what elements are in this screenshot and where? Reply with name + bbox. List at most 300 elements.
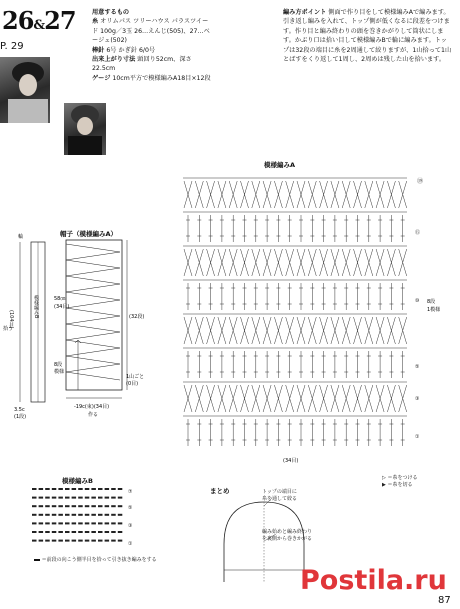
chart-b-stitch: [72, 488, 77, 490]
chart-b-stitch: [111, 497, 116, 499]
chart-a-stitch: [218, 181, 226, 208]
chart-a-stitch: [274, 249, 282, 276]
chart-a-stitch: [184, 249, 192, 276]
instructions-block: [283, 8, 453, 64]
chart-b-stitch: [105, 514, 110, 516]
chart-a-stitch: [288, 215, 292, 242]
pattern-b-row-5: ⑤: [128, 505, 133, 511]
chart-b-stitch: [39, 522, 44, 524]
chart-b-stitch: [105, 488, 110, 490]
chart-a-stitch: [322, 351, 326, 378]
band-label: 模様編みB: [33, 295, 39, 319]
pattern-a-row-mark: ①: [415, 434, 420, 440]
chart-a-stitch: [378, 215, 382, 242]
chart-a-stitch: [286, 249, 294, 276]
chart-b-stitch: [91, 540, 96, 542]
chart-a-stitch: [297, 249, 305, 276]
chart-a-stitch: [207, 385, 215, 412]
chart-a-stitch: [331, 181, 339, 208]
chart-a-stitch: [218, 249, 226, 276]
photo-page-ref: P. 29: [0, 41, 24, 52]
chart-b-stitch: [52, 514, 57, 516]
chart-b-stitch: [65, 497, 70, 499]
chart-a-stitch: [354, 181, 362, 208]
chart-b-stitch: [45, 505, 50, 507]
chart-b-stitch: [78, 505, 83, 507]
chart-a-stitch: [376, 385, 384, 412]
pattern-a-row-mark: ⑮: [415, 230, 421, 236]
chart-b-stitch: [58, 488, 63, 490]
chart-a-stitch: [308, 317, 316, 344]
chart-a-stitch: [356, 419, 360, 446]
chart-b-stitch: [58, 540, 63, 542]
decrease-label: 1山ごと: [126, 374, 145, 380]
legend-cut: ＝糸を切る: [387, 482, 413, 488]
chart-a-stitch: [342, 317, 350, 344]
chart-b-stitch: [105, 505, 110, 507]
chart-b-stitch: [111, 522, 116, 524]
chart-b-stitch: [58, 497, 63, 499]
chart-b-stitch: [72, 540, 77, 542]
chart-a-stitch: [276, 283, 280, 310]
finishing-top-note-a: トップの端目に: [262, 489, 297, 495]
chart-b-stitch: [58, 505, 63, 507]
chart-a-stitch: [184, 317, 192, 344]
chart-a-stitch: [387, 317, 395, 344]
instructions-text: 側面で作り目をして模様編みAで編みます。引き返し編みを入れて、トップ側が低くなるに段差をつけます。作り目と編み終わりの頭を巻きかがりして筒状にします。かぶり口は拾い目して模様編みBで輪に編みます。トップは32段の端目に糸を2周通して絞りますが、1山拾って1山とばすをくり返して1周し、2周めは残した山を拾います。: [283, 9, 452, 64]
chart-a-stitch: [342, 385, 350, 412]
hat-schematic: [0, 230, 160, 430]
chart-b-stitch: [52, 488, 57, 490]
chart-a-stitch: [331, 317, 339, 344]
pattern-number-amp: &: [33, 18, 45, 33]
pattern-b-row-7: ⑦: [128, 489, 133, 495]
chart-a-stitch: [331, 249, 339, 276]
chart-a-stitch: [356, 215, 360, 242]
pattern-number: [2, 6, 76, 35]
chart-a-stitch: [231, 215, 235, 242]
chart-a-stitch: [265, 351, 269, 378]
chart-b-stitch: [45, 488, 50, 490]
band-rows: (1段): [14, 414, 27, 420]
chart-a-stitch: [376, 249, 384, 276]
chart-b-stitch: [105, 522, 110, 524]
chart-b-stitch: [85, 522, 90, 524]
chart-b-stitch: [118, 522, 123, 524]
chart-a-stitch: [197, 215, 201, 242]
chart-a-stitch: [184, 385, 192, 412]
decrease-sub: (0目): [126, 381, 139, 387]
model-photo-2-figure: [64, 103, 106, 155]
chart-a-stitch: [299, 351, 303, 378]
chart-b-stitch: [118, 540, 123, 542]
chart-a-stitch: [401, 351, 405, 378]
size-text: 頭回り52cm、深さ22.5cm: [92, 56, 192, 73]
pattern-a-bottom-count: (34目): [283, 458, 299, 464]
chart-a-stitch: [367, 351, 371, 378]
chart-b-stitch: [91, 505, 96, 507]
model-photo-1: [0, 57, 50, 123]
needle-label: 棒針: [92, 46, 105, 54]
chart-b-stitch: [98, 505, 103, 507]
chart-a-stitch: [387, 181, 395, 208]
chart-a-stitch: [389, 419, 393, 446]
chart-b-stitch: [118, 531, 123, 533]
legend-join: ＝糸をつける: [387, 475, 418, 481]
chart-b-stitch: [85, 514, 90, 516]
chart-b-stitch: [39, 497, 44, 499]
side-rows: (34目): [54, 304, 70, 310]
pattern-a-side-b: 1模様: [427, 307, 441, 313]
chart-b-stitch: [98, 488, 103, 490]
chart-b-stitch: [98, 540, 103, 542]
chart-b-stitch: [91, 531, 96, 533]
finishing-title: まとめ: [210, 487, 230, 495]
chart-a-stitch: [197, 419, 201, 446]
chart-b-stitch: [45, 514, 50, 516]
model-photo-2: [64, 103, 106, 155]
chart-a-stitch: [276, 215, 280, 242]
materials-heading: 用意するもの: [92, 9, 130, 16]
pattern-b-title: 模様編みB: [62, 477, 93, 485]
pattern-a-row-mark: ③: [415, 396, 420, 402]
chart-a-stitch: [274, 317, 282, 344]
chart-a-stitch: [220, 419, 224, 446]
model-photo-1-figure: [0, 57, 50, 123]
chart-b-stitch: [65, 514, 70, 516]
start-pattern: 模様: [54, 369, 65, 375]
chart-a-stitch: [274, 181, 282, 208]
chart-a-stitch: [265, 215, 269, 242]
chart-b-stitch: [72, 514, 77, 516]
chart-a-stitch: [378, 283, 382, 310]
chart-a-stitch: [365, 249, 373, 276]
chart-b-stitch: [85, 497, 90, 499]
chart-a-stitch: [310, 215, 314, 242]
chart-b-stitch: [78, 497, 83, 499]
chart-a-stitch: [320, 317, 328, 344]
chart-a-stitch: [220, 283, 224, 310]
chart-a-stitch: [243, 215, 247, 242]
chart-a-stitch: [286, 317, 294, 344]
chart-a-stitch: [297, 181, 305, 208]
pattern-number-b: 27: [44, 6, 76, 35]
chart-a-stitch: [197, 283, 201, 310]
chart-a-stitch: [333, 283, 337, 310]
band-height: 3.5c: [14, 407, 25, 413]
chart-b-stitch: [78, 488, 83, 490]
chart-a-stitch: [376, 181, 384, 208]
chart-a-stitch: [399, 181, 407, 208]
finishing-seam-note-b: を裏側から巻きかがる: [262, 536, 313, 542]
chart-a-stitch: [399, 249, 407, 276]
chart-b-stitch: [39, 540, 44, 542]
chart-b-stitch: [72, 505, 77, 507]
chart-a-stitch: [254, 419, 258, 446]
chart-a-stitch: [209, 215, 213, 242]
chart-b-stitch: [111, 540, 116, 542]
chart-a-stitch: [389, 351, 393, 378]
chart-a-stitch: [387, 249, 395, 276]
chart-a-stitch: [389, 283, 393, 310]
chart-a-stitch: [333, 215, 337, 242]
chart-b-stitch: [52, 497, 57, 499]
chart-a-stitch: [252, 181, 260, 208]
chart-a-stitch: [220, 215, 224, 242]
chart-b-stitch: [45, 497, 50, 499]
chart-a-stitch: [308, 385, 316, 412]
chart-a-stitch: [365, 385, 373, 412]
chart-a-stitch: [367, 215, 371, 242]
gauge-text: 10cm平方で模様編みA18目×12段: [112, 74, 211, 82]
chart-b-stitch: [105, 540, 110, 542]
chart-a-stitch: [265, 283, 269, 310]
chart-a-stitch: [231, 283, 235, 310]
chart-a-stitch: [376, 317, 384, 344]
chart-b-stitch: [91, 514, 96, 516]
chart-b-stitch: [52, 531, 57, 533]
right-rows: (32段): [129, 314, 145, 320]
chart-b-stitch: [45, 540, 50, 542]
chart-a-stitch: [265, 419, 269, 446]
chart-b-stitch: [111, 505, 116, 507]
chart-a-stitch: [263, 385, 271, 412]
chart-a-stitch: [365, 181, 373, 208]
chart-b-stitch: [118, 497, 123, 499]
chart-a-stitch: [365, 317, 373, 344]
chart-b-stitch: [85, 488, 90, 490]
chart-b-stitch: [39, 531, 44, 533]
finishing-seam-note-a: 編み始めと編み終わり: [262, 529, 313, 535]
chart-a-stitch: [241, 181, 249, 208]
chart-a-stitch: [342, 249, 350, 276]
chart-a-stitch: [209, 351, 213, 378]
chart-b-stitch: [45, 531, 50, 533]
chart-b-stitch: [85, 505, 90, 507]
chart-a-stitch: [401, 419, 405, 446]
chart-a-stitch: [354, 317, 362, 344]
needle-text: 6号 かぎ針 6/0号: [106, 46, 156, 54]
size-label: 出来上がり寸法: [92, 56, 136, 64]
chart-b-stitch: [98, 497, 103, 499]
chart-a-stitch: [297, 317, 305, 344]
chart-a-stitch: [231, 351, 235, 378]
chart-a-stitch: [333, 419, 337, 446]
yarn-label: 糸: [92, 18, 99, 26]
chart-b-stitch: [65, 505, 70, 507]
chart-b-stitch: [39, 514, 44, 516]
chart-b-stitch: [72, 497, 77, 499]
bottom-label: -19c(束)(34目): [74, 404, 110, 410]
pattern-b-note-text: ＝前段の向こう側半目を拾って引き抜き編みをする: [41, 557, 157, 563]
chart-b-stitch: [111, 531, 116, 533]
chart-a-stitch: [322, 283, 326, 310]
chart-a-stitch: [186, 419, 190, 446]
chart-b-stitch: [65, 522, 70, 524]
chart-a-stitch: [367, 283, 371, 310]
chart-b-stitch: [32, 505, 37, 507]
chart-a-stitch: [286, 385, 294, 412]
chart-a-stitch: [263, 317, 271, 344]
chart-a-stitch: [197, 351, 201, 378]
chart-a-stitch: [320, 249, 328, 276]
chart-a-stitch: [399, 317, 407, 344]
chart-a-stitch: [184, 181, 192, 208]
chart-a-stitch: [241, 385, 249, 412]
pattern-a-title: 模様編みA: [264, 161, 296, 169]
chart-a-stitch: [401, 283, 405, 310]
chart-a-stitch: [241, 317, 249, 344]
chart-a-stitch: [186, 351, 190, 378]
chart-b-stitch: [111, 488, 116, 490]
chart-a-stitch: [322, 215, 326, 242]
chart-a-stitch: [310, 351, 314, 378]
chart-a-stitch: [229, 317, 237, 344]
chart-a-stitch: [254, 215, 258, 242]
hat-diagram-title: 帽子（模様編みA）: [60, 230, 118, 238]
edge-label: 輪: [18, 234, 24, 240]
chart-a-stitch: [356, 283, 360, 310]
chart-b-stitch: [91, 522, 96, 524]
chart-b-stitch: [58, 531, 63, 533]
chart-b-stitch: [72, 522, 77, 524]
chart-b-stitch: [98, 531, 103, 533]
chart-b-stitch: [32, 488, 37, 490]
chart-b-stitch: [39, 488, 44, 490]
chart-b-stitch: [58, 514, 63, 516]
pattern-b-chart: [28, 484, 178, 559]
pattern-a-side-a: 8段: [427, 299, 436, 305]
chart-b-stitch: [91, 497, 96, 499]
chart-b-stitch: [52, 505, 57, 507]
chart-a-stitch: [320, 385, 328, 412]
chart-a-stitch: [241, 249, 249, 276]
chart-a-stitch: [297, 385, 305, 412]
yarn-text: オリムパス ツリーハウス パラスツイード 100g／3玉 26…えんじ(505)、27…ベージュ(502): [92, 18, 210, 45]
start-label: 8段: [54, 362, 63, 368]
instructions-heading: 編み方ポイント: [283, 9, 327, 16]
side-cm: 58㎝: [54, 296, 66, 302]
circ-pick: 拾う: [3, 326, 14, 332]
chart-a-stitch: [288, 419, 292, 446]
chart-a-stitch: [288, 283, 292, 310]
chart-a-stitch: [378, 351, 382, 378]
finishing-top-note-b: 糸を通して絞る: [262, 496, 298, 502]
chart-a-stitch: [229, 181, 237, 208]
chart-b-stitch: [118, 505, 123, 507]
page-number: 87: [438, 595, 451, 606]
chart-a-stitch: [263, 181, 271, 208]
chart-a-stitch: [252, 249, 260, 276]
legend: ▷ ＝糸をつける ▶ ＝糸を切る: [382, 475, 418, 488]
chart-a-stitch: [218, 317, 226, 344]
chart-a-stitch: [333, 351, 337, 378]
chart-b-stitch: [78, 531, 83, 533]
chart-a-stitch: [344, 215, 348, 242]
chart-a-stitch: [243, 351, 247, 378]
chart-a-stitch: [401, 215, 405, 242]
chart-a-stitch: [344, 351, 348, 378]
circ-cm: (104目): [8, 310, 14, 329]
chart-a-stitch: [310, 419, 314, 446]
pattern-b-row-1: ①: [128, 541, 133, 547]
chart-a-stitch: [286, 181, 294, 208]
chart-a-stitch: [254, 351, 258, 378]
chart-b-stitch: [85, 531, 90, 533]
chart-b-stitch: [32, 531, 37, 533]
chart-a-stitch: [356, 351, 360, 378]
chart-b-stitch: [78, 514, 83, 516]
chart-a-stitch: [231, 419, 235, 446]
chart-b-stitch: [85, 540, 90, 542]
chart-b-stitch: [32, 522, 37, 524]
chart-b-stitch: [118, 514, 123, 516]
pattern-b-note: [34, 556, 194, 563]
pattern-a-chart: [175, 168, 441, 468]
chart-a-stitch: [320, 181, 328, 208]
chart-a-stitch: [229, 249, 237, 276]
chart-b-stitch: [105, 497, 110, 499]
chart-a-stitch: [276, 419, 280, 446]
chart-b-stitch: [91, 488, 96, 490]
chart-a-stitch: [299, 215, 303, 242]
chart-b-stitch: [52, 522, 57, 524]
chart-b-stitch: [32, 497, 37, 499]
chart-b-stitch: [111, 514, 116, 516]
chart-a-stitch: [207, 249, 215, 276]
chart-a-stitch: [186, 283, 190, 310]
chart-a-stitch: [322, 419, 326, 446]
bottom-sub: 作る: [88, 412, 99, 418]
pattern-a-row-mark: ⑩: [415, 298, 420, 304]
chart-b-stitch: [72, 531, 77, 533]
chart-a-stitch: [389, 215, 393, 242]
chart-b-stitch: [78, 522, 83, 524]
chart-a-stitch: [252, 317, 260, 344]
pattern-b-row-3: ③: [128, 523, 133, 529]
pattern-a-row-mark: ⑤: [415, 364, 420, 370]
chart-a-stitch: [354, 385, 362, 412]
chart-a-stitch: [342, 181, 350, 208]
chart-a-stitch: [276, 351, 280, 378]
pattern-number-a: 26: [2, 6, 34, 35]
chart-a-stitch: [186, 215, 190, 242]
chart-b-stitch: [105, 531, 110, 533]
pattern-a-end-mark: ⑲: [417, 178, 424, 185]
chart-a-stitch: [367, 419, 371, 446]
chart-b-stitch: [98, 514, 103, 516]
chart-b-stitch: [52, 540, 57, 542]
chart-a-stitch: [207, 181, 215, 208]
chart-b-stitch: [118, 488, 123, 490]
chart-a-stitch: [378, 419, 382, 446]
chart-a-stitch: [310, 283, 314, 310]
chart-a-stitch: [308, 181, 316, 208]
chart-a-stitch: [195, 317, 203, 344]
chart-b-stitch: [39, 505, 44, 507]
chart-b-stitch: [98, 522, 103, 524]
chart-a-stitch: [254, 283, 258, 310]
chart-a-stitch: [299, 283, 303, 310]
chart-a-stitch: [354, 249, 362, 276]
chart-a-stitch: [344, 419, 348, 446]
chart-a-stitch: [252, 385, 260, 412]
chart-a-stitch: [243, 419, 247, 446]
chart-a-stitch: [299, 419, 303, 446]
gauge-label: ゲージ: [92, 74, 111, 82]
chart-a-stitch: [195, 385, 203, 412]
chart-b-stitch: [58, 522, 63, 524]
